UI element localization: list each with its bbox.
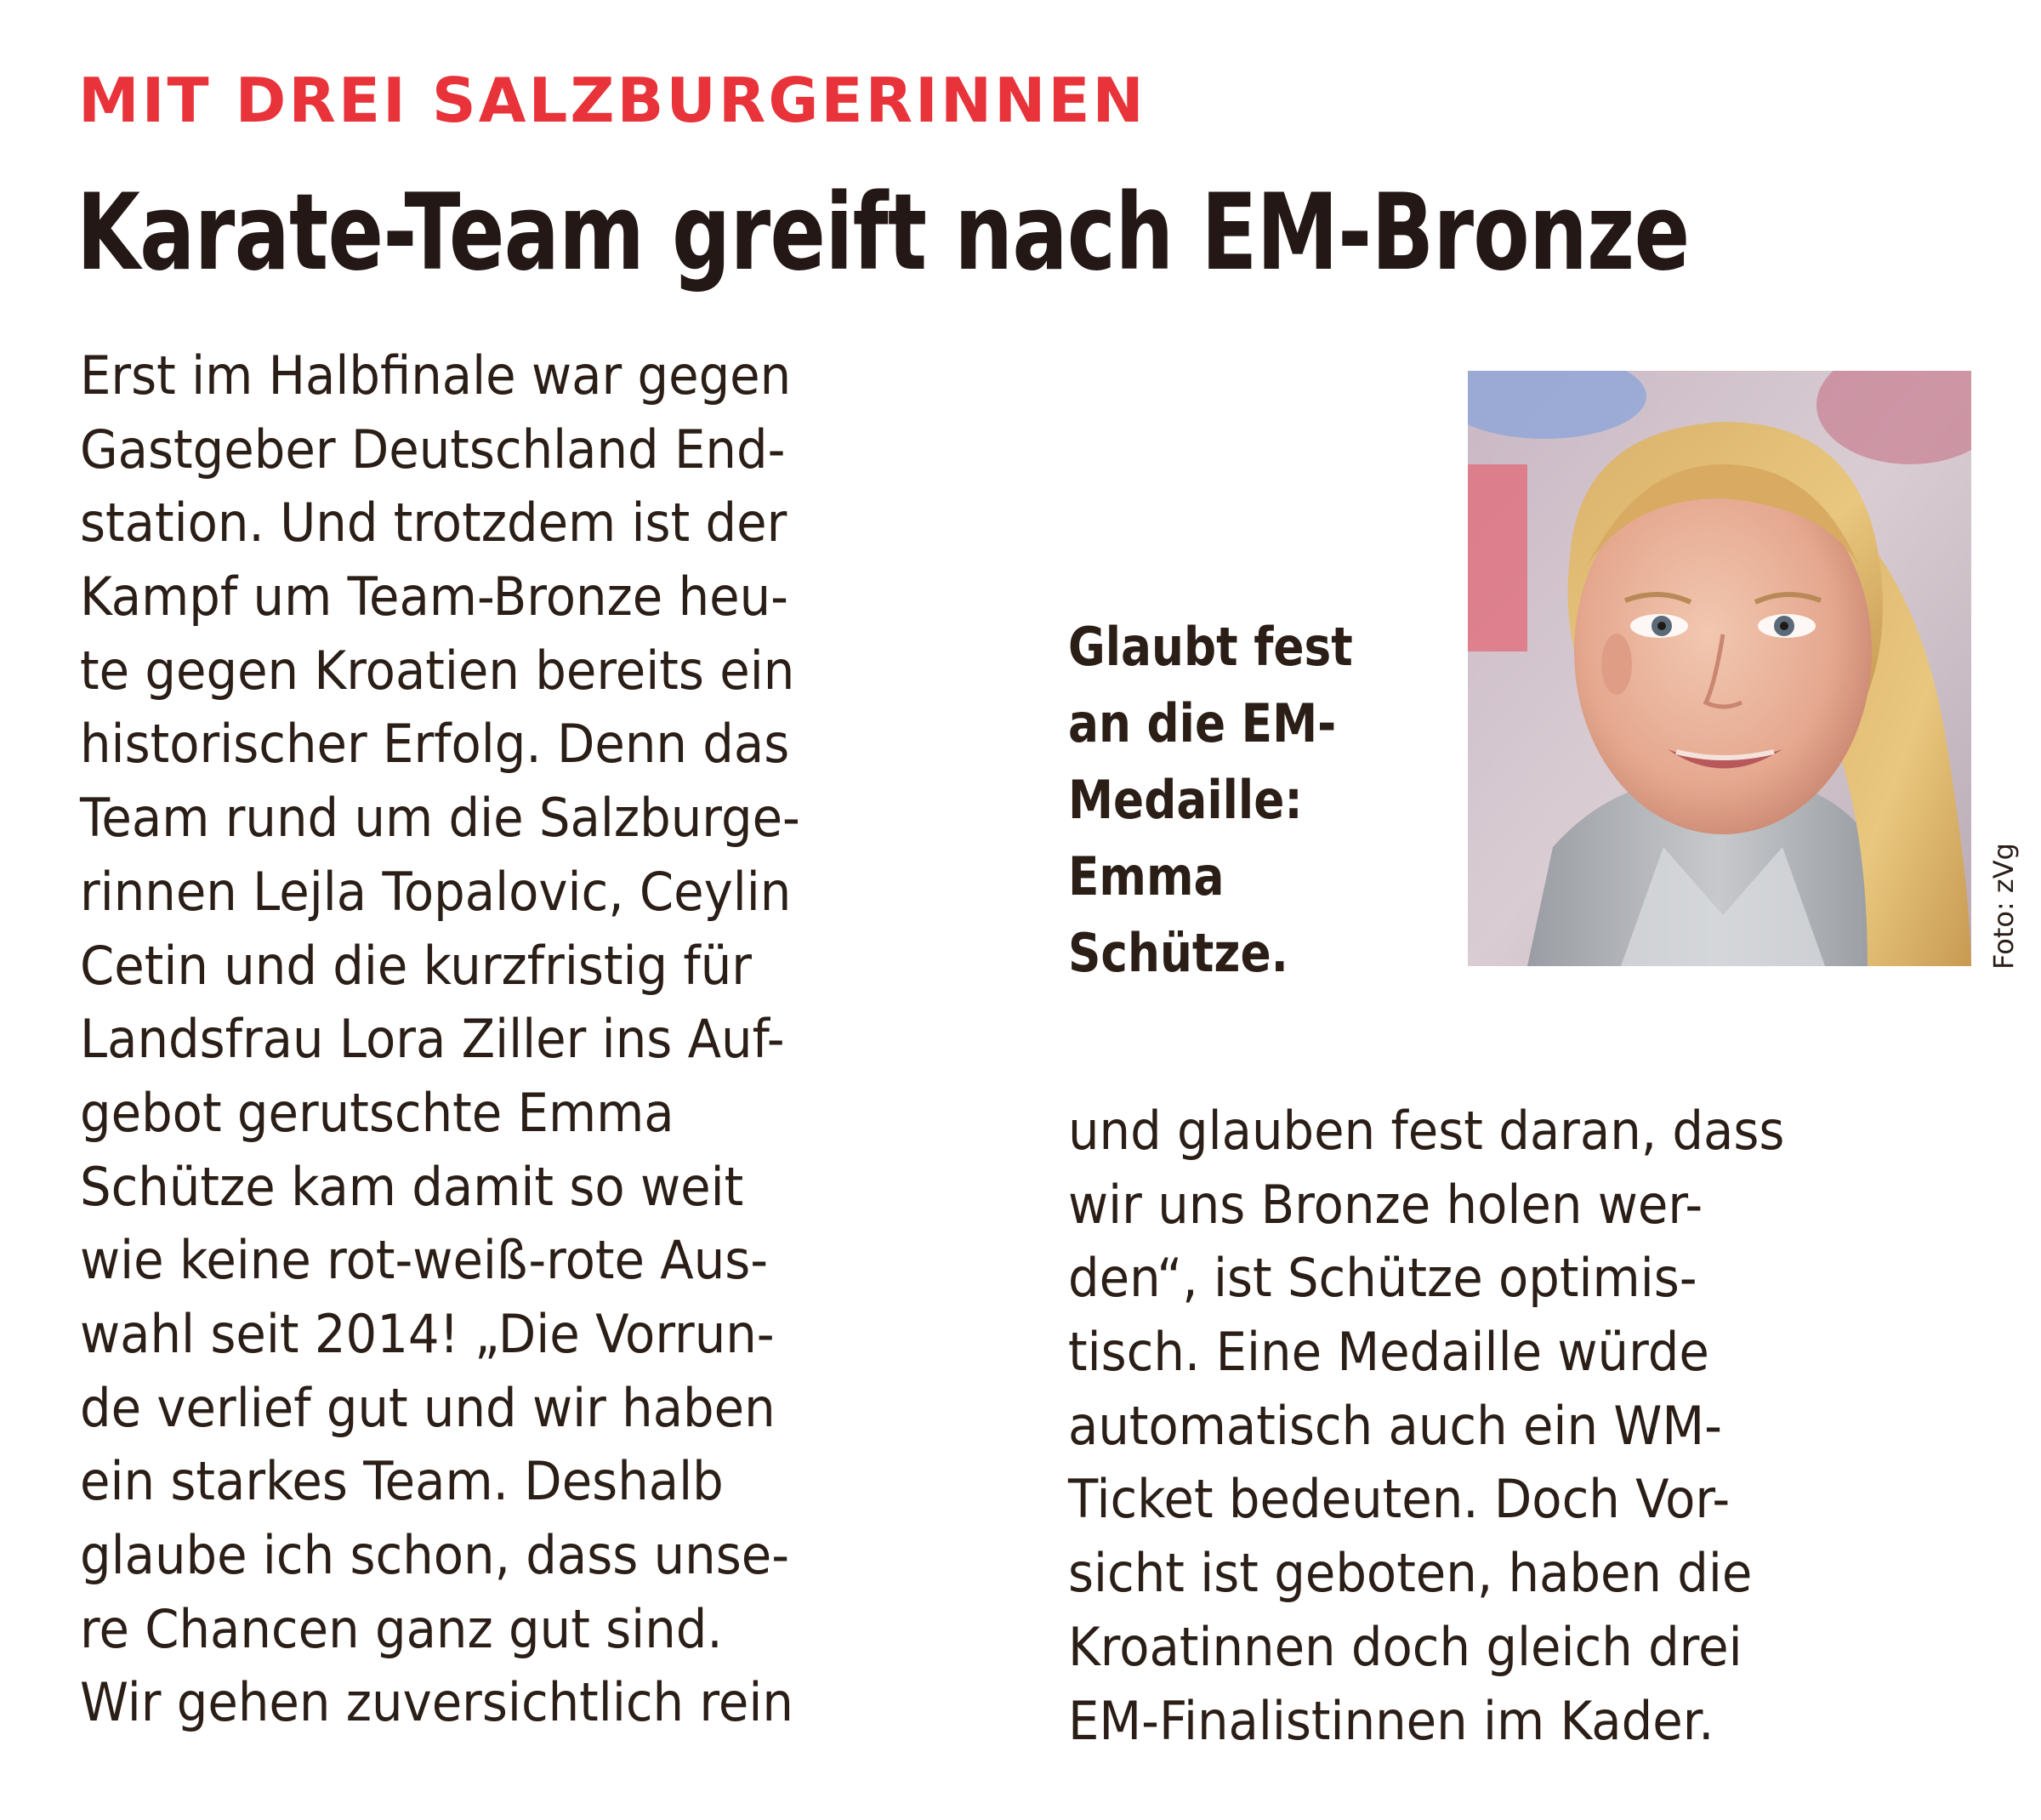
- body-line: rinnen Lejla Topalovic, Ceylin: [80, 860, 792, 923]
- body-line: te gegen Kroatien bereits ein: [80, 639, 795, 702]
- body-line: de verlief gut und wir haben: [80, 1376, 776, 1439]
- caption-line: Emma: [1068, 845, 1225, 907]
- body-line: Landsfrau Lora Ziller ins Auf-: [80, 1008, 785, 1071]
- body-line: Wir gehen zuversichtlich rein: [80, 1671, 793, 1734]
- body-line: Schütze kam damit so weit: [80, 1155, 744, 1218]
- body-line: automatisch auch ein WM-: [1068, 1394, 1722, 1457]
- body-line: glaube ich schon, dass unse-: [80, 1524, 790, 1586]
- body-line: Team rund um die Salzburge-: [80, 787, 800, 850]
- caption-line: Medaille:: [1068, 769, 1303, 831]
- body-column-right: [1068, 1095, 1839, 1758]
- body-line: Kampf um Team-Bronze heu-: [80, 566, 788, 628]
- body-line: ein starkes Team. Deshalb: [80, 1450, 724, 1513]
- body-line: Cetin und die kurzfristig für: [80, 934, 752, 997]
- body-line: Erst im Halbfinale war gegen: [80, 344, 792, 407]
- photo-credit: Foto: zVg: [1987, 843, 2020, 970]
- body-line: Ticket bedeuten. Doch Vor-: [1068, 1468, 1731, 1531]
- photo-caption: [1068, 609, 1399, 992]
- body-line: Kroatinnen doch gleich drei: [1068, 1615, 1743, 1678]
- athlete-photo: [1468, 371, 1971, 966]
- body-line: re Chancen ganz gut sind.: [80, 1597, 723, 1660]
- body-line: wahl seit 2014! „Die Vorrun-: [80, 1302, 775, 1365]
- caption-line: Schütze.: [1068, 922, 1288, 984]
- body-line: sicht ist geboten, haben die: [1068, 1542, 1753, 1605]
- caption-line: an die EM-: [1068, 692, 1337, 754]
- article-kicker: MIT DREI SALZBURGERINNEN: [78, 65, 1146, 136]
- caption-line: Glaubt fest: [1068, 616, 1353, 678]
- body-line: Gastgeber Deutschland End-: [80, 418, 786, 481]
- body-line: und glauben fest daran, dass: [1068, 1100, 1785, 1162]
- body-line: wie keine rot-weiß-rote Aus-: [80, 1229, 769, 1292]
- body-line: den“, ist Schütze optimis-: [1068, 1247, 1697, 1310]
- body-line: tisch. Eine Medaille würde: [1068, 1321, 1709, 1384]
- body-line: wir uns Bronze holen wer-: [1068, 1173, 1703, 1236]
- body-line: gebot gerutschte Emma: [80, 1081, 674, 1144]
- body-line: EM-Finalistinnen im Kader.: [1068, 1689, 1714, 1752]
- body-column-left: [80, 339, 855, 1740]
- article-headline: Karate-Team greift nach EM-Bronze: [77, 172, 1690, 294]
- body-line: station. Und trotzdem ist der: [80, 492, 787, 555]
- body-line: historischer Erfolg. Denn das: [80, 713, 790, 776]
